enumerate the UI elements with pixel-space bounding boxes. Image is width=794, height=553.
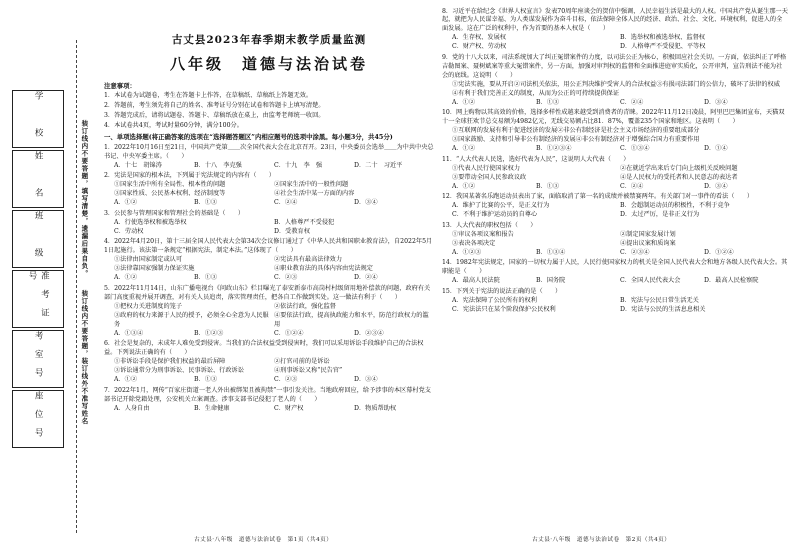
question <box>104 285 434 339</box>
option-list <box>442 127 788 145</box>
option: B．人格尊严不受侵犯 <box>274 218 335 226</box>
question <box>104 144 434 171</box>
question <box>104 387 434 414</box>
option: C．宪法法只在某个阶段保护公民权利 <box>452 305 556 313</box>
option: ④职业教育法的具体内容由宪法规定 <box>274 265 373 273</box>
option: ③国家性质、公民基本权利、经济制度等 <box>114 190 226 198</box>
answer-choice: C．①③④ <box>620 145 650 153</box>
binding-warning-bottom: 装订线内不要答题，装订线外不准写姓名 <box>80 290 89 425</box>
option: B．十八 李克强 <box>194 161 242 169</box>
option: ④社会生活中某一方面的内容 <box>274 190 355 198</box>
option: D．二十 习近平 <box>354 161 403 169</box>
answer-choice: B．①②③ <box>194 329 224 337</box>
option: ②依法行政，强化监督 <box>274 302 336 310</box>
option: ②国家生活中的一般性问题 <box>274 181 349 189</box>
option: C．财产权、劳动权 <box>452 43 507 51</box>
note-item: 2．答题前，考生须先将自己的姓名、准考证号分别在试卷和答题卡上填写清楚。 <box>104 102 325 110</box>
option-list <box>442 231 788 249</box>
answer-choice: D．③④ <box>704 182 728 190</box>
option: ③有损司法部门的公信力，破坏了法律的权威 <box>656 80 780 88</box>
school-field: 学 校 <box>12 90 64 148</box>
questions-right <box>442 8 788 315</box>
option: C．不利于维护运动员的自尊心 <box>452 211 538 219</box>
option-list <box>104 256 434 274</box>
option: ①审议各项议案和报告 <box>452 230 514 238</box>
name-field: 姓 名 <box>12 150 64 208</box>
exam-number-field: 准考证号 <box>12 270 64 328</box>
binding-dashed-line <box>76 40 77 533</box>
answer-choice: A．①② <box>452 98 476 106</box>
option: B．国务院 <box>536 277 566 285</box>
page-footer-right: 古丈县·八年级 道德与法治试卷 第2页（共4页） <box>532 536 671 543</box>
option: ③表决各项决定 <box>452 239 496 247</box>
option: A．最高人民法院 <box>452 277 500 285</box>
question <box>442 8 788 53</box>
option: B．宪法与公民日常生活无关 <box>620 296 699 304</box>
answer-choice: A．①② <box>114 199 138 207</box>
option: A．宪法保障了公民所有的权利 <box>452 296 537 304</box>
question <box>442 259 788 286</box>
option-list <box>104 181 434 199</box>
option-list <box>104 358 434 376</box>
option: D．人格尊严不受侵犯、平等权 <box>620 43 706 51</box>
option: C．财产权 <box>274 404 304 412</box>
answer-choice: D．①②④ <box>704 248 734 256</box>
option: ④刑事诉讼又称“民告官” <box>274 367 343 375</box>
answer-choice: D．③④ <box>354 199 378 207</box>
option: D．宪法与公民的生活息息相关 <box>620 305 706 313</box>
option: B．会超制运动员的积极性，不利于竞争 <box>620 202 730 210</box>
question-stem: 6．社会是复杂的，未成年人难免受到侵害。当我们的合法权益受到侵害时，我们可以采用诉讼手段维护自己的合法权益。下列说法正确的有（ ） <box>104 340 424 357</box>
option: ④非公有制经济对于增强综合国力有重要作用 <box>575 136 700 144</box>
answer-choices <box>104 199 434 208</box>
answer-choice: C．①②④ <box>274 329 304 337</box>
questions-left <box>104 144 434 414</box>
left-column <box>104 6 434 546</box>
option: A．生存权、发展权 <box>452 34 506 42</box>
option: ①非诉讼手段是保护我们权益的最后屏障 <box>114 358 226 366</box>
answer-choice: C．②③ <box>274 376 298 384</box>
notes-heading: 注意事项： <box>104 81 136 90</box>
answer-choices <box>104 274 434 283</box>
option: A．人身自由 <box>114 404 150 412</box>
note-item: 1．本试卷为试题卷，考生在答题卡上作答，在草稿纸、草稿纸上答题无效。 <box>104 92 313 100</box>
option: D．太过严厉，是非正义行为 <box>620 211 700 219</box>
answer-choice: A．①②③ <box>452 248 482 256</box>
answer-choice: D．③④ <box>704 98 728 106</box>
option-list <box>442 34 788 52</box>
answer-choice: A．①② <box>452 182 476 190</box>
page-footer-left: 古丈县·八年级 道德与法治试卷 第1页（共4页） <box>194 536 333 543</box>
exam-room-field: 考室号 <box>12 330 64 388</box>
option: ②制定国家发展计划 <box>620 230 676 238</box>
option: ①代表人民行使国家权力 <box>452 164 521 172</box>
question-stem: 1．2022年10月16日至21日，中国共产党第＿＿次全国代表大会在北京召开。23日，中央委员会选举＿＿为中共中央总书记、中央军委主席。（ ） <box>104 143 434 160</box>
option: C．劳动权 <box>114 227 144 235</box>
option-list <box>442 81 788 99</box>
answer-choices <box>442 183 788 192</box>
option: ③政府的权力来源于人民的授予，必须全心全意为人民服务 <box>114 311 269 328</box>
option: ④提出议案和质询案 <box>620 239 676 247</box>
question <box>104 340 434 385</box>
question <box>104 210 434 237</box>
question-stem: 7．2022年1月，网传“百家庄街道一老人外出被绑架且被拘禁”一事引发关注。当地政府回应，给予涉事的本区幕村党支部书记开除党籍处理，公安机关立案调查。涉事支部书记侵犯了老人的（ ） <box>104 386 431 403</box>
answer-choice: A．①② <box>452 145 476 153</box>
class-field: 班 级 <box>12 210 64 268</box>
question <box>104 238 434 283</box>
question <box>442 193 788 220</box>
question-stem: 4．2022年4月20日，第十三届全国人民代表大会第34次会议修订通过了《中华人民共和国职业教育法》，自2022年5月1日起施行。该法第一条规定“根据宪法，制定本法。”这体现了（ ） <box>104 238 433 255</box>
answer-choice: C．②③ <box>274 274 298 282</box>
answer-choices <box>442 145 788 154</box>
question-stem: 2．宪法是国家的根本法，下列属于宪法规定的内容有（ ） <box>104 172 275 180</box>
question-stem: 10．网上购物以其高效的价格，选择多样性成越来越受到消费者的青睐。2022年11月12日凌晨，阿里巴巴集团宣布，天猫双十一全球狂欢节总交易额为4982亿元，无线交易额占比81．87%，覆盖235个国家和地区。这表明（ ） <box>442 109 785 126</box>
question-stem: 8．习近平在给纪念《世界人权宣言》发表70周年座谈会的贺信中强调，人民幸福生活是最大的人权。中国共产党从诞生那一天起，就把为人民谋幸福、为人类谋发展作为奋斗目标，依法保障全体人民的经济、政治、社会、文化、环境权利，促进人的全面发展。这在广泛的权利中，作为首要的基本人权是（ ） <box>442 7 788 33</box>
subject-title: 八年级 道德与法治试卷 <box>169 55 368 74</box>
answer-choices <box>104 376 434 385</box>
option: D．受教育权 <box>274 227 310 235</box>
section-heading: 一、单项选择题(将正确答案的选项在“选择题答题区”内相应题号的选项中涂黑。每小题3分，共45分) <box>104 133 393 142</box>
question-stem: 5．2022年11月14日，山东广播电视台《问政山东》栏目曝光了泰安新泰市高岗村村级留用地补偿款的问题，政府有关部门高度重视并展开调查，对有关人员追责，落实管理责任，把各自工作做到实处。这一做法有利于（ ） <box>104 284 431 301</box>
question-stem: 14．1982年宪法规定，国家的一切权力属于人民，人民行使国家权力的机关是全国人民代表大会和地方各级人民代表大会。其职能是（ ） <box>442 259 788 276</box>
answer-choice: A．①② <box>114 376 138 384</box>
answer-choice: C．②③④ <box>620 248 650 256</box>
binding-warning-top: 装订线内不要答题，填写清楚，遗漏后果自负。 <box>80 120 89 278</box>
question-stem: 15．下列关于宪法的说法正确的是（ ） <box>442 287 562 295</box>
answer-choice: B．①③ <box>194 376 218 384</box>
answer-choice: B．①③ <box>536 98 560 106</box>
question <box>104 172 434 208</box>
option: A．十七 胡锦涛 <box>114 161 162 169</box>
binding-margin <box>0 0 100 553</box>
option: B．生命健康 <box>194 404 230 412</box>
option-list <box>104 303 434 330</box>
option: ④是人民权力的受托者和人民意志的表达者 <box>620 173 738 181</box>
option-list <box>442 165 788 183</box>
option: C．全国人民代表大会 <box>620 277 681 285</box>
option: ④要依法行政，提高执政能力和水平，防范行政权力的滥用 <box>274 311 429 328</box>
answer-choice: B．①③④ <box>536 248 566 256</box>
option-list <box>442 277 788 286</box>
option: A．维护了比赛的公平，是正义行为 <box>452 202 550 210</box>
question <box>442 288 788 315</box>
option: ③诉讼通常分为刑事诉讼、民事诉讼、行政诉讼 <box>114 367 244 375</box>
question-stem: 12．我国某著名乐跑运动员表出了家，面临取消了第一名的成绩并被禁赛两年。有关部门对一事件的看法（ ） <box>442 193 754 201</box>
option-list <box>104 162 434 171</box>
question <box>442 54 788 108</box>
answer-choice: B．①③ <box>536 182 560 190</box>
option: ②司法机关依法，用公正判决维护受害人的合法权益 <box>513 80 657 88</box>
answer-choice: A．①③④ <box>114 329 144 337</box>
answer-choice: B．①②③④ <box>536 145 572 153</box>
option: ①法律由国家制定或认可 <box>114 256 183 264</box>
option: ②宪法具有最高法律效力 <box>274 256 343 264</box>
answer-choice: B．①③ <box>194 274 218 282</box>
answer-choice: C．②④ <box>274 199 298 207</box>
answer-choices <box>442 249 788 258</box>
question-stem: 11．“人大代表人民选，选好代表为人民”，这说明人大代表（ ） <box>442 155 630 163</box>
option: B．选举权和被选举权、监督权 <box>620 34 705 42</box>
option: C．十九 李 强 <box>274 161 323 169</box>
note-item: 3．答题完成后，请将试题卷、答题卡、草稿纸放在桌上，由监考老师统一收回。 <box>104 112 325 120</box>
exam-title: 古丈县2023年春季期末教学质量监测 <box>171 34 367 46</box>
option: ①国家生活中所有全局性、根本性的问题 <box>114 181 226 189</box>
option: ③国家鼓励、支持和引导非公有制经济的发展 <box>452 136 576 144</box>
answer-choice: C．②④ <box>620 98 644 106</box>
option: ①把权力关进制度的笼子 <box>114 302 183 310</box>
note-item: 4．本试卷共4页，考试时量60分钟，满分100分。 <box>104 122 243 130</box>
option-list <box>442 297 788 315</box>
option: ④有利于我们完善正义的制度，从而为公正的可持续提供保证 <box>452 89 620 97</box>
answer-choice: D．③④ <box>354 376 378 384</box>
answer-choice: C．②④ <box>620 182 644 190</box>
option: ①互联网的发展有利于促进经济的发展 <box>452 127 558 135</box>
answer-choices <box>442 99 788 108</box>
option: D．物质帮助权 <box>354 404 397 412</box>
option-list <box>104 219 434 237</box>
option: ②打官司前的是诉讼 <box>274 358 330 366</box>
question-stem: 9．党的十八大以来，司法系统加大了纠正冤错案件的力度，以司法公正为核心，积极回应社会关切。一方面，依法纠正了呼格吉勒图案、聂树斌案等重大冤错案件，另一方面，加强对审判权的监督和全面推进庭审实质化，公开审判，宣告刑法不能为社会的底线。这说明（ ） <box>442 53 787 79</box>
option: A．行使选举权和被选举权 <box>114 218 187 226</box>
question <box>442 109 788 154</box>
option: ①宪法实施，要从开启 <box>452 80 514 88</box>
answer-choice: D．②④ <box>354 274 378 282</box>
answer-choice: D．②③④ <box>354 329 384 337</box>
question-stem: 3．公民参与管理国家和管理社会的基础是（ ） <box>104 209 245 217</box>
answer-choice: A．①② <box>114 274 138 282</box>
option-list <box>104 405 434 414</box>
option: ②非公有制经济是社会主义市场经济的重要组成部分 <box>557 127 700 135</box>
question <box>442 156 788 192</box>
notes-list <box>104 92 434 131</box>
option: ②在就近学出来后专门向上级机关反映问题 <box>620 164 738 172</box>
seat-number-field: 座位号 <box>12 390 64 448</box>
answer-choices <box>104 330 434 339</box>
question-stem: 13．人大代表的职权包括（ ） <box>442 221 537 229</box>
answer-choice: D．①④ <box>704 145 728 153</box>
question <box>442 222 788 258</box>
option: D．最高人民检察院 <box>704 277 759 285</box>
answer-choice: B．①③ <box>194 199 218 207</box>
option-list <box>442 202 788 220</box>
right-column <box>442 6 788 546</box>
option: ③法律靠国家强制力保证实施 <box>114 265 195 273</box>
option: ③要带动全国人民参政议政 <box>452 173 527 181</box>
